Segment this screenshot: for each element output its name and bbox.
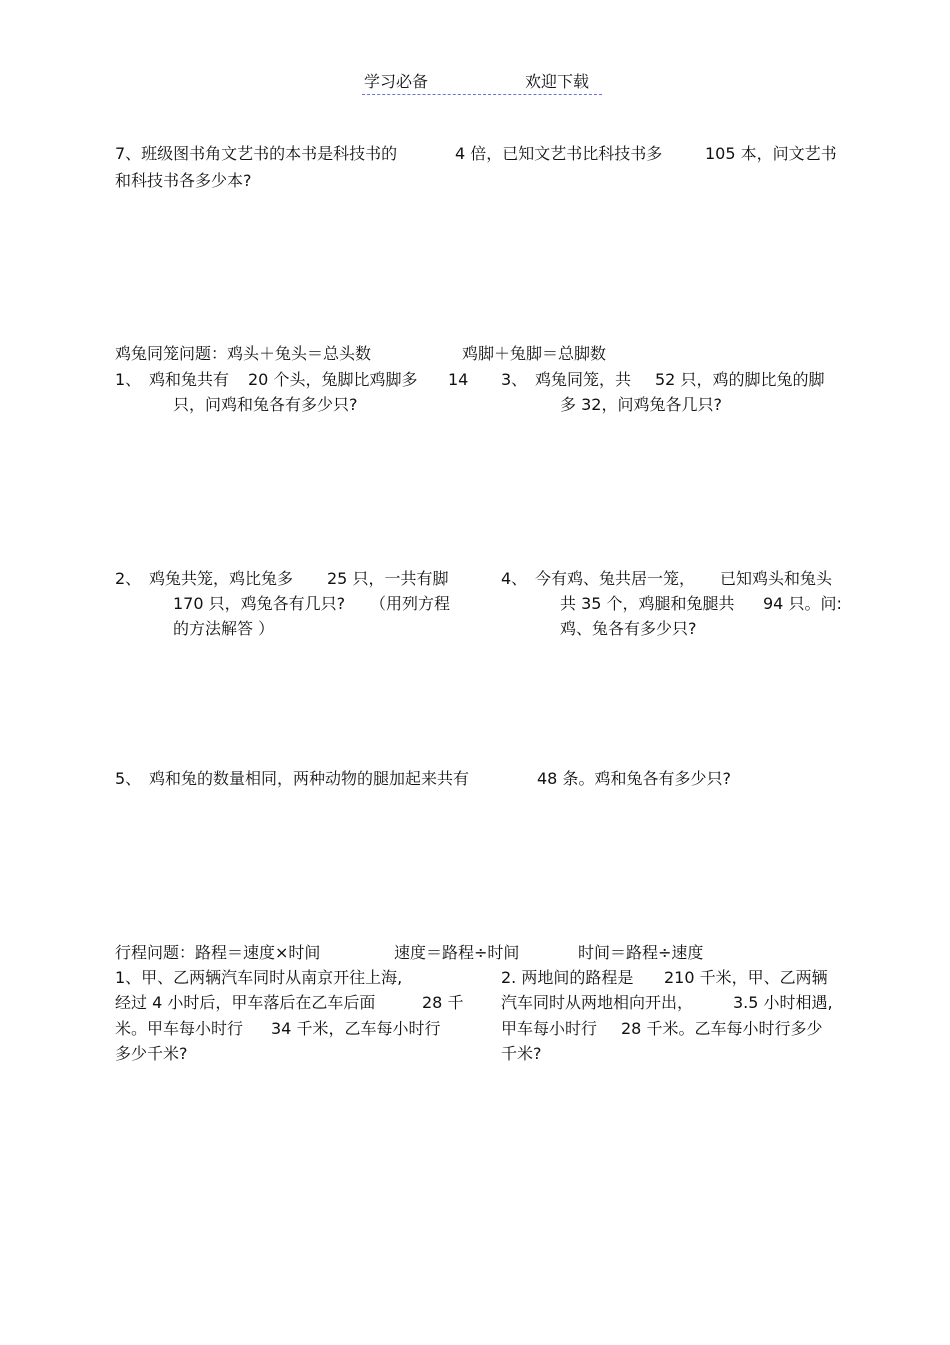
- t2-line1-b: 210 千米，甲、乙两辆: [664, 968, 828, 987]
- travel-heading-b: 速度＝路程÷时间: [394, 943, 520, 962]
- t2-line2-b: 3.5 小时相遇,: [733, 993, 833, 1012]
- p4-line2-a: 共 35 个，鸡腿和兔腿共: [560, 594, 735, 613]
- header-right-text: 欢迎下载: [525, 72, 590, 91]
- travel-heading-a: 行程问题：路程＝速度×时间: [115, 943, 321, 962]
- p3-line2: 多 32，问鸡兔各几只?: [560, 395, 722, 414]
- q7-line1-a: 7、班级图书角文艺书的本书是科技书的: [115, 144, 398, 163]
- header-left-text: 学习必备: [364, 72, 429, 91]
- p1-line1-c: 14: [448, 370, 469, 389]
- chicken-rabbit-heading-a: 鸡兔同笼问题：鸡头＋兔头＝总头数: [115, 344, 372, 363]
- p3-line1-b: 52 只，鸡的脚比兔的脚: [655, 370, 825, 389]
- t1-line4: 多少千米?: [115, 1044, 188, 1063]
- problem-number: 1、: [115, 370, 142, 389]
- t2-line2-a: 汽车同时从两地相向开出，: [501, 993, 694, 1012]
- p2-line2-b: （用列方程: [370, 594, 451, 613]
- t2-line1-a: 2. 两地间的路程是: [501, 968, 634, 987]
- t2-line4: 千米?: [501, 1044, 542, 1063]
- t1-line3-a: 米。甲车每小时行: [115, 1019, 244, 1038]
- p1-line1-a: 鸡和兔共有: [149, 370, 230, 389]
- t1-line1: 1、甲、乙两辆汽车同时从南京开往上海,: [115, 968, 403, 987]
- t1-line2-a: 经过 4 小时后，甲车落后在乙车后面: [115, 993, 376, 1012]
- q7-line1-b: 4 倍，已知文艺书比科技书多: [455, 144, 663, 163]
- problem-number: 5、: [115, 769, 142, 788]
- problem-number: 3、: [501, 370, 528, 389]
- travel-heading-c: 时间＝路程÷速度: [578, 943, 704, 962]
- p2-line1-b: 25 只，一共有脚: [327, 569, 449, 588]
- chicken-rabbit-heading-b: 鸡脚＋兔脚＝总脚数: [462, 344, 607, 363]
- page-header: [362, 70, 602, 95]
- p4-line2-b: 94 只。问:: [763, 594, 842, 613]
- p2-line2-a: 170 只，鸡兔各有几只?: [173, 594, 346, 613]
- p5-text-a: 鸡和兔的数量相同，两种动物的腿加起来共有: [149, 769, 470, 788]
- problem-number: 4、: [501, 569, 528, 588]
- p1-line2: 只，问鸡和兔各有多少只?: [173, 395, 358, 414]
- problem-number: 2、: [115, 569, 142, 588]
- p4-line1-a: 今有鸡、兔共居一笼，: [535, 569, 696, 588]
- t1-line2-b: 28 千: [422, 993, 464, 1012]
- t2-line3-a: 甲车每小时行: [501, 1019, 598, 1038]
- p4-line1-b: 已知鸡头和兔头: [720, 569, 833, 588]
- p3-line1-a: 鸡兔同笼，共: [535, 370, 632, 389]
- p1-line1-b: 20 个头，兔脚比鸡脚多: [248, 370, 418, 389]
- p2-line3: 的方法解答 ）: [173, 619, 275, 638]
- p4-line3: 鸡、兔各有多少只?: [560, 619, 697, 638]
- q7-line2: 和科技书各多少本?: [115, 171, 252, 190]
- p5-text-b: 48 条。鸡和兔各有多少只?: [537, 769, 731, 788]
- t2-line3-b: 28 千米。乙车每小时行多少: [621, 1019, 823, 1038]
- p2-line1-a: 鸡兔共笼，鸡比兔多: [149, 569, 294, 588]
- t1-line3-b: 34 千米，乙车每小时行: [271, 1019, 441, 1038]
- q7-line1-c: 105 本，问文艺书: [705, 144, 837, 163]
